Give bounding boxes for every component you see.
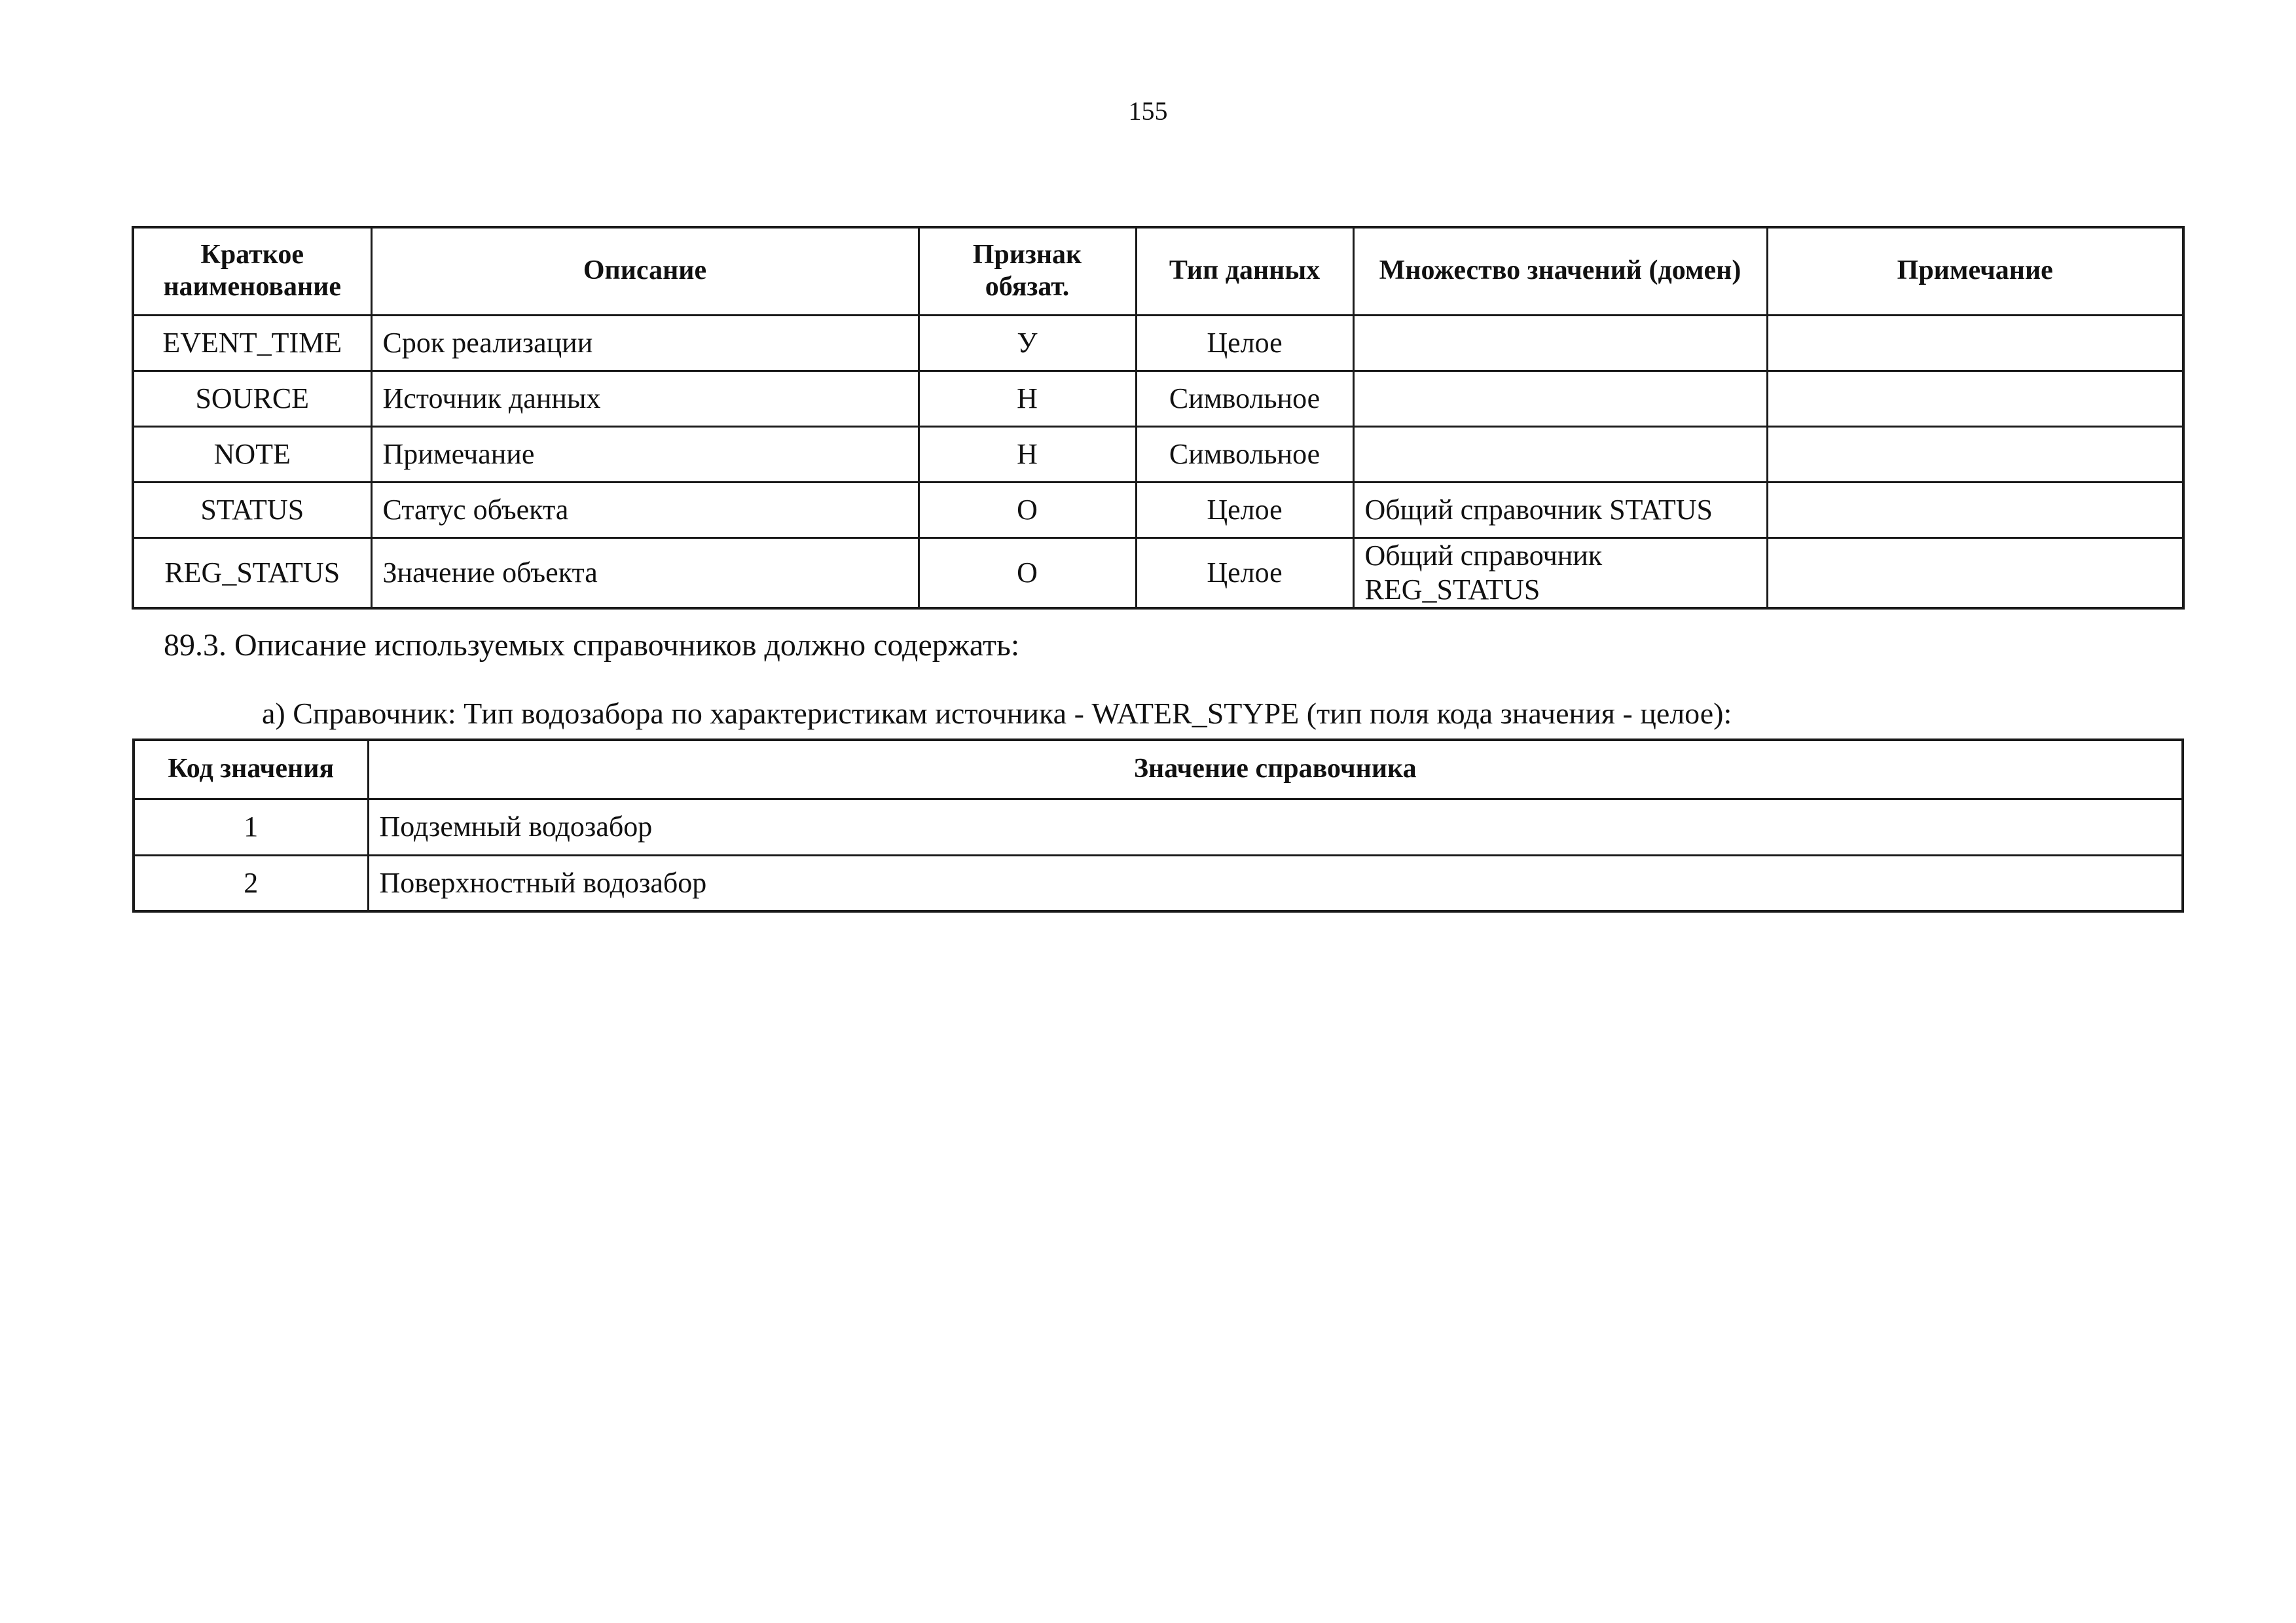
header-description: Описание: [371, 227, 919, 315]
cell-description: Срок реализации: [371, 315, 919, 371]
cell-short-name: SOURCE: [133, 371, 371, 426]
cell-description: Источник данных: [371, 371, 919, 426]
cell-description: Примечание: [371, 426, 919, 482]
cell-short-name: EVENT_TIME: [133, 315, 371, 371]
cell-value-domain: [1353, 426, 1767, 482]
cell-note: [1767, 371, 2183, 426]
table-row: [133, 482, 2183, 538]
cell-required-flag: Н: [919, 426, 1136, 482]
cell-required-flag: О: [919, 482, 1136, 538]
cell-value-domain: [1353, 315, 1767, 371]
table-row: [133, 426, 2183, 482]
cell-data-type: Символьное: [1136, 426, 1353, 482]
table-row: [134, 799, 2183, 855]
section-paragraph: 89.3. Описание используемых справочников должно содержать:: [164, 628, 1020, 663]
cell-note: [1767, 426, 2183, 482]
header-dictionary-value: Значение справочника: [368, 740, 2183, 799]
header-note: Примечание: [1767, 227, 2183, 315]
dictionary-table: [132, 739, 2184, 913]
cell-data-type: Целое: [1136, 315, 1353, 371]
cell-required-flag: У: [919, 315, 1136, 371]
table-row: [134, 855, 2183, 911]
cell-short-name: STATUS: [133, 482, 371, 538]
cell-data-type: Символьное: [1136, 371, 1353, 426]
cell-value-domain: Общий справочник REG_STATUS: [1353, 538, 1767, 608]
table-header-row: [133, 227, 2183, 315]
table-row: [133, 315, 2183, 371]
header-value-domain: Множество значений (домен): [1353, 227, 1767, 315]
cell-value-code: 2: [134, 855, 368, 911]
table-row: [133, 538, 2183, 608]
header-value-code: Код значения: [134, 740, 368, 799]
table-header-row: [134, 740, 2183, 799]
cell-description: Статус объекта: [371, 482, 919, 538]
cell-dictionary-value: Подземный водозабор: [368, 799, 2183, 855]
cell-required-flag: О: [919, 538, 1136, 608]
cell-description: Значение объекта: [371, 538, 919, 608]
cell-value-domain: Общий справочник STATUS: [1353, 482, 1767, 538]
cell-short-name: REG_STATUS: [133, 538, 371, 608]
cell-note: [1767, 315, 2183, 371]
cell-note: [1767, 538, 2183, 608]
cell-dictionary-value: Поверхностный водозабор: [368, 855, 2183, 911]
cell-required-flag: Н: [919, 371, 1136, 426]
cell-note: [1767, 482, 2183, 538]
table-row: [133, 371, 2183, 426]
page-number: 155: [1128, 96, 1168, 126]
header-data-type: Тип данных: [1136, 227, 1353, 315]
cell-value-code: 1: [134, 799, 368, 855]
fields-table: [132, 226, 2185, 610]
cell-data-type: Целое: [1136, 538, 1353, 608]
header-required-flag: Признак обязат.: [919, 227, 1136, 315]
cell-value-domain: [1353, 371, 1767, 426]
header-short-name: Краткое наименование: [133, 227, 371, 315]
cell-short-name: NOTE: [133, 426, 371, 482]
dictionary-caption: а) Справочник: Тип водозабора по характеристикам источника - WATER_STYPE (тип поля кода значения - целое):: [262, 697, 1732, 730]
cell-data-type: Целое: [1136, 482, 1353, 538]
